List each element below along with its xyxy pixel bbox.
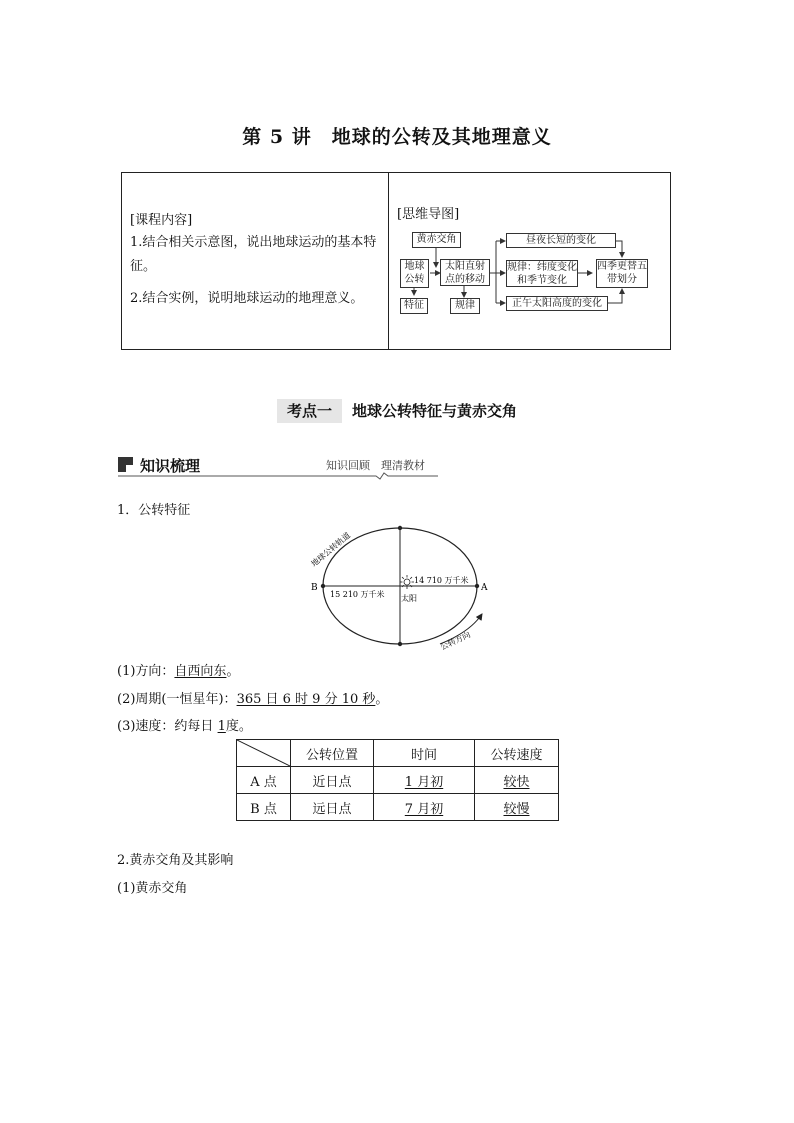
mm-ecliptic: 黄赤交角 xyxy=(412,232,461,248)
mindmap-label: [思维导图] xyxy=(397,207,460,222)
mm-law: 规律 xyxy=(450,298,480,314)
point-a-label: A xyxy=(481,583,488,593)
diagonal-line xyxy=(237,740,290,766)
speed-line xyxy=(117,715,252,734)
speed-suffix: 度。 xyxy=(225,719,252,734)
knowledge-square-icon xyxy=(118,457,133,472)
revolution-table xyxy=(236,739,559,821)
period-line xyxy=(117,688,388,707)
course-item-1: 1.结合相关示意图，说出地球运动的基本特征。 xyxy=(130,235,377,274)
period-answer: 365 日 6 时 9 分 10 秒 xyxy=(236,692,376,707)
table-header: 时间 xyxy=(374,740,475,767)
speed-prefix: (3)速度：约每日 xyxy=(117,719,218,734)
point-2-heading: 2.黄赤交角及其影响 xyxy=(117,853,234,868)
direction-prefix: (1)方向： xyxy=(117,664,175,679)
course-item-2: 2.结合实例，说明地球运动的地理意义。 xyxy=(130,291,364,306)
period-suffix: 。 xyxy=(375,692,389,707)
mm-revolution: 地球公转 xyxy=(400,259,429,288)
period-prefix: (2)周期(一恒星年)： xyxy=(117,692,237,707)
point-2-sub: (1)黄赤交角 xyxy=(117,881,188,896)
table-cell: A 点 xyxy=(237,767,291,794)
table-cell: 7 月初 xyxy=(374,794,475,821)
table-cell: 近日点 xyxy=(291,767,374,794)
knowledge-title: 知识梳理 xyxy=(140,457,201,475)
table-header-row xyxy=(237,740,559,767)
table-cell: 较快 xyxy=(475,767,559,794)
section-title: 地球公转特征与黄赤交角 xyxy=(352,402,518,420)
section-banner xyxy=(0,400,794,421)
mm-day-length: 昼夜长短的变化 xyxy=(506,233,616,248)
point-b-label: B xyxy=(311,583,318,593)
table-row xyxy=(237,794,559,821)
table-cell: B 点 xyxy=(237,794,291,821)
point-1-heading: 1．公转特征 xyxy=(117,503,191,518)
direction-label: 公转方向 xyxy=(439,630,472,652)
speed-answer: 1 xyxy=(217,719,226,734)
intro-box xyxy=(121,172,671,350)
mm-seasons: 四季更替五带划分 xyxy=(596,259,648,288)
distance-b-label: 15 210 万千米 xyxy=(330,590,385,599)
table-row xyxy=(237,767,559,794)
knowledge-header xyxy=(118,456,438,478)
mm-feature: 特征 xyxy=(400,298,428,314)
table-cell: 1 月初 xyxy=(374,767,475,794)
mm-sun-move: 太阳直射点的移动 xyxy=(440,259,490,286)
table-header: 公转速度 xyxy=(475,740,559,767)
table-header: 公转位置 xyxy=(291,740,374,767)
distance-a-label: 14 710 万千米 xyxy=(414,576,469,585)
table-cell: 较慢 xyxy=(475,794,559,821)
direction-suffix: 。 xyxy=(226,664,240,679)
mindmap-connectors xyxy=(122,173,672,351)
sun-icon xyxy=(400,575,414,589)
table-cell: 远日点 xyxy=(291,794,374,821)
sun-label: 太阳 xyxy=(401,594,417,603)
course-content-label: [课程内容] xyxy=(130,213,193,228)
table-corner-cell xyxy=(237,740,291,767)
mm-law-detail: 规律：纬度变化和季节变化 xyxy=(507,262,577,286)
orbit-diagram xyxy=(300,522,500,652)
direction-answer: 自西向东 xyxy=(174,664,227,679)
direction-line xyxy=(117,660,239,679)
orbit-label: 地球公转轨道 xyxy=(309,530,353,569)
section-tag: 考点一 xyxy=(277,399,342,423)
knowledge-underline xyxy=(118,472,438,480)
page-title: 第 5 讲 地球的公转及其地理意义 xyxy=(242,126,552,148)
knowledge-subtitle: 知识回顾 理清教材 xyxy=(326,459,425,472)
mm-noon-sun: 正午太阳高度的变化 xyxy=(506,296,608,311)
